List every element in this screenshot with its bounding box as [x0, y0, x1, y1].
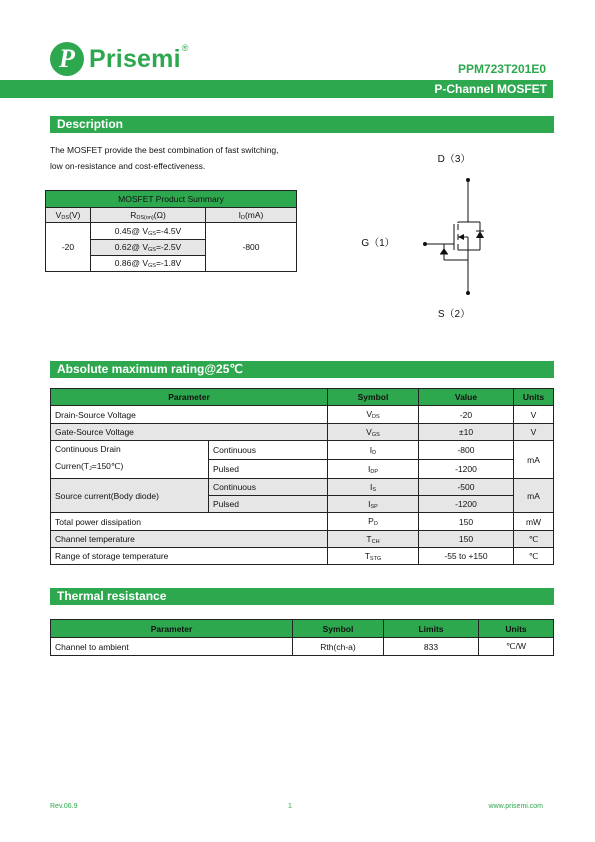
table-row: Total power dissipation $P_D$ 150 mW: [51, 513, 554, 531]
table-row: Source current(Body diode) Continuous $I_S$ -500 mA: [51, 479, 554, 496]
footer-website-link[interactable]: www.prisemi.com: [488, 803, 543, 810]
thermal-table: [50, 619, 554, 656]
section-absolute-max: Absolute maximum rating@25℃: [50, 361, 554, 378]
summary-title: MOSFET Product Summary: [46, 191, 297, 208]
summary-rds-3: 0.86@ $V_{GS}=-1.8V$: [91, 256, 206, 272]
table-row: Channel to ambient Rth(ch-a) 833 ℃/W: [51, 638, 554, 656]
summary-rds-2: 0.62@ $V_{GS}=-2.5V$: [91, 240, 206, 256]
abs-header-value: Value: [418, 389, 513, 406]
summary-id-value: -800: [206, 223, 297, 272]
table-row: Continuous Drain $Curren(T_J=150℃)$ Continuous $I_D$ -800 mA: [51, 441, 554, 460]
description-line-1: The MOSFET provide the best combination of fast switching,: [50, 145, 279, 155]
thermal-header-units: Units: [479, 620, 554, 638]
footer-page-number: 1: [288, 803, 292, 810]
mosfet-symbol-diagram: [360, 150, 520, 320]
channel-arrow-icon: [458, 234, 464, 240]
gate-label: G（1）: [361, 238, 395, 249]
absolute-max-table: [50, 388, 554, 565]
thermal-header-limits: Limits: [384, 620, 479, 638]
table-row: Drain-Source Voltage $V_{DS}$ -20 V: [51, 406, 554, 424]
table-row: Range of storage temperature $T_{STG}$ -55 to +150 ℃: [51, 548, 554, 565]
body-diode-arrow-icon: [476, 231, 484, 238]
gate-diode-icon: [440, 248, 448, 254]
summary-col-rds: $R_{DS(on)}(\Omega)$: [91, 208, 206, 223]
summary-rds-1: 0.45@ $V_{GS}=-4.5V$: [91, 223, 206, 240]
logo-p-icon: P: [50, 42, 84, 76]
section-description: Description: [50, 116, 554, 133]
description-line-2: low on-resistance and cost-effectiveness.: [50, 161, 206, 171]
mosfet-icon: [424, 179, 485, 295]
section-thermal: Thermal resistance: [50, 588, 554, 605]
part-number: PPM723T201E0: [457, 62, 546, 76]
description-text: [50, 142, 310, 174]
summary-col-id: $I_D(mA)$: [206, 208, 297, 223]
footer-revision: Rev.06.9: [50, 803, 78, 810]
drain-label: D（3）: [437, 154, 471, 165]
thermal-header-parameter: Parameter: [51, 620, 293, 638]
prisemi-logo: [50, 42, 188, 76]
summary-col-vds: $V_{DS}(V)$: [46, 208, 91, 223]
subtitle-bar: P-Channel MOSFET: [0, 80, 553, 98]
brand-name: Prisemi: [89, 44, 181, 73]
table-row: Pulsed $I_{DP}$ -1200: [51, 460, 554, 479]
product-summary-table: [45, 190, 297, 272]
abs-header-parameter: Parameter: [51, 389, 328, 406]
table-row: Channel temperature $T_{CH}$ 150 ℃: [51, 531, 554, 548]
abs-header-symbol: Symbol: [327, 389, 418, 406]
abs-header-units: Units: [513, 389, 553, 406]
summary-vds-value: -20: [46, 223, 91, 272]
registered-mark: ®: [181, 43, 189, 53]
source-label: S（2）: [437, 309, 471, 320]
table-row: Pulsed $I_{SP}$ -1200: [51, 496, 554, 513]
thermal-header-symbol: Symbol: [293, 620, 384, 638]
table-row: Gate-Source Voltage $V_{GS}$ ±10 V: [51, 424, 554, 441]
